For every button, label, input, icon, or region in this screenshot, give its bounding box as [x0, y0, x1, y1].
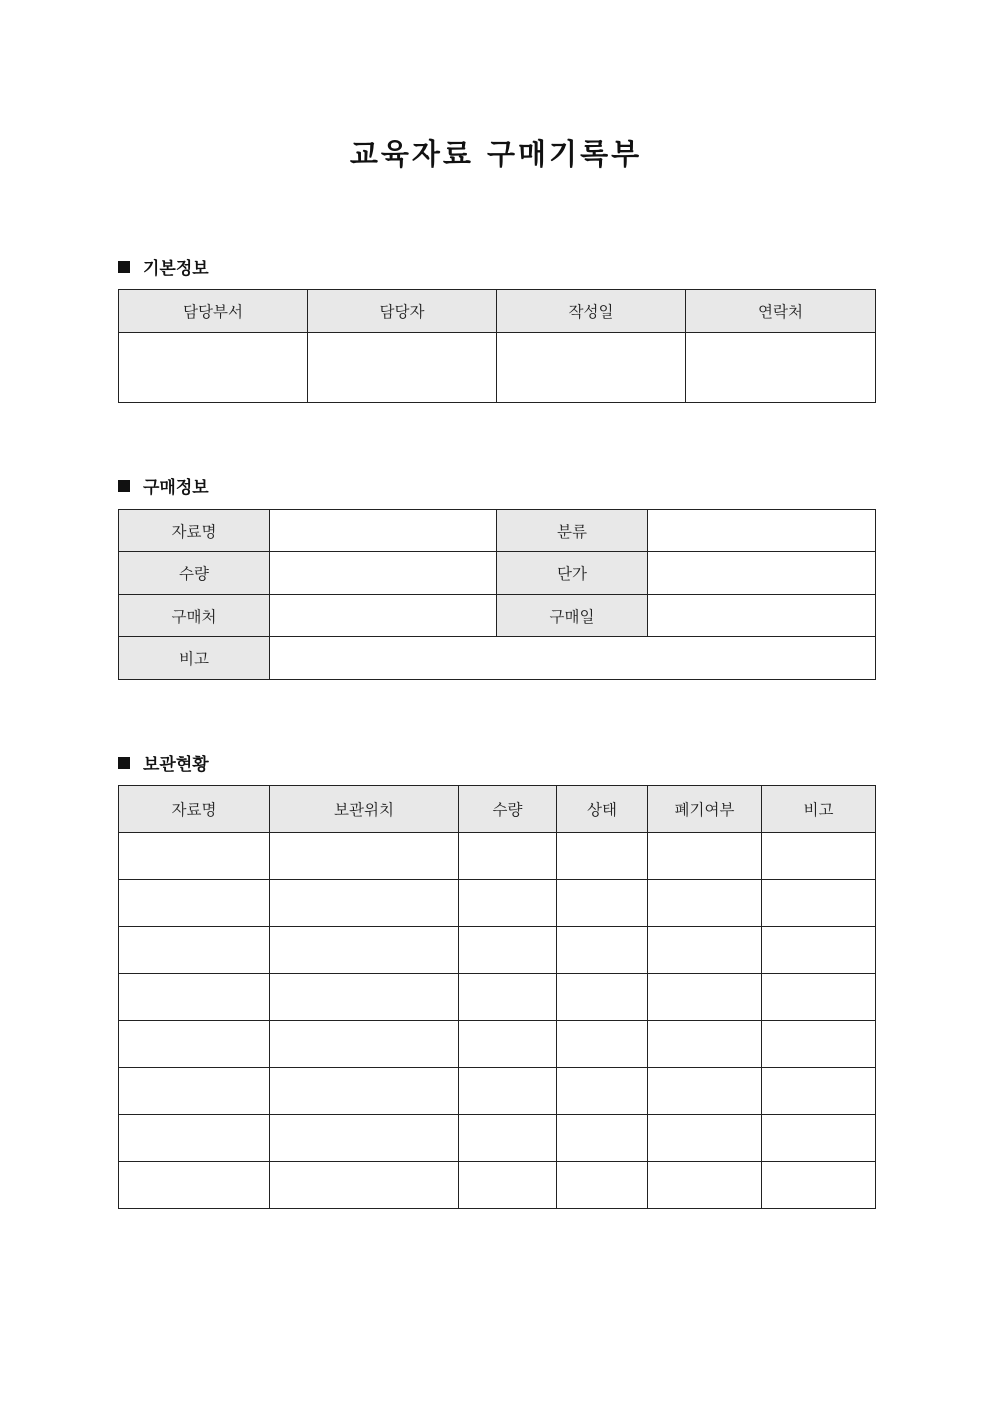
- storage-location-cell[interactable]: [270, 1115, 459, 1162]
- condition-cell[interactable]: [557, 1162, 648, 1209]
- label-category: 분류: [497, 510, 648, 552]
- square-bullet-icon: [118, 261, 130, 273]
- storage-status-table: [118, 785, 876, 1209]
- quantity-field[interactable]: [270, 552, 497, 595]
- square-bullet-icon: [118, 757, 130, 769]
- remarks-cell[interactable]: [762, 1068, 876, 1115]
- material-name-cell[interactable]: [119, 1115, 270, 1162]
- table-row: [119, 1068, 876, 1115]
- condition-cell[interactable]: [557, 974, 648, 1021]
- disposal-status-cell[interactable]: [648, 1068, 762, 1115]
- table-row: [119, 974, 876, 1021]
- storage-location-cell[interactable]: [270, 974, 459, 1021]
- condition-cell[interactable]: [557, 927, 648, 974]
- quantity-cell[interactable]: [459, 1021, 557, 1068]
- created-date-field[interactable]: [497, 333, 686, 403]
- purchase-date-field[interactable]: [648, 595, 876, 637]
- material-name-cell[interactable]: [119, 1021, 270, 1068]
- header-material-name: 자료명: [119, 786, 270, 833]
- section-heading-storage-label: 보관현황: [143, 755, 209, 775]
- material-name-field[interactable]: [270, 510, 497, 552]
- square-bullet-icon: [118, 480, 130, 492]
- storage-location-cell[interactable]: [270, 927, 459, 974]
- header-manager: 담당자: [308, 290, 497, 333]
- disposal-status-cell[interactable]: [648, 1021, 762, 1068]
- material-name-cell[interactable]: [119, 974, 270, 1021]
- section-heading-basic-label: 기본정보: [143, 259, 209, 279]
- material-name-cell[interactable]: [119, 833, 270, 880]
- remarks-cell[interactable]: [762, 833, 876, 880]
- category-field[interactable]: [648, 510, 876, 552]
- storage-location-cell[interactable]: [270, 880, 459, 927]
- section-heading-basic: [118, 254, 209, 279]
- quantity-cell[interactable]: [459, 927, 557, 974]
- table-row: [119, 880, 876, 927]
- condition-cell[interactable]: [557, 880, 648, 927]
- section-heading-purchase: [118, 473, 209, 498]
- basic-info-table: [118, 289, 876, 403]
- label-purchase-date: 구매일: [497, 595, 648, 637]
- storage-location-cell[interactable]: [270, 1068, 459, 1115]
- material-name-cell[interactable]: [119, 927, 270, 974]
- purchase-info-table: [118, 509, 876, 680]
- table-row: [119, 1021, 876, 1068]
- label-unit-price: 단가: [497, 552, 648, 595]
- label-material-name: 자료명: [119, 510, 270, 552]
- material-name-cell[interactable]: [119, 1068, 270, 1115]
- contact-field[interactable]: [686, 333, 876, 403]
- table-row: [119, 927, 876, 974]
- remarks-cell[interactable]: [762, 1021, 876, 1068]
- quantity-cell[interactable]: [459, 1115, 557, 1162]
- table-row: [119, 833, 876, 880]
- header-condition: 상태: [557, 786, 648, 833]
- document-title: 교육자료 구매기록부: [349, 137, 643, 171]
- remarks-cell[interactable]: [762, 1115, 876, 1162]
- unit-price-field[interactable]: [648, 552, 876, 595]
- label-quantity: 수량: [119, 552, 270, 595]
- disposal-status-cell[interactable]: [648, 880, 762, 927]
- quantity-cell[interactable]: [459, 833, 557, 880]
- disposal-status-cell[interactable]: [648, 833, 762, 880]
- vendor-field[interactable]: [270, 595, 497, 637]
- header-remarks: 비고: [762, 786, 876, 833]
- header-department: 담당부서: [119, 290, 308, 333]
- header-disposal-status: 폐기여부: [648, 786, 762, 833]
- header-contact: 연락처: [686, 290, 876, 333]
- header-quantity: 수량: [459, 786, 557, 833]
- storage-location-cell[interactable]: [270, 1021, 459, 1068]
- storage-location-cell[interactable]: [270, 1162, 459, 1209]
- quantity-cell[interactable]: [459, 1162, 557, 1209]
- condition-cell[interactable]: [557, 833, 648, 880]
- department-field[interactable]: [119, 333, 308, 403]
- label-remarks: 비고: [119, 637, 270, 680]
- quantity-cell[interactable]: [459, 1068, 557, 1115]
- material-name-cell[interactable]: [119, 880, 270, 927]
- section-heading-storage: [118, 750, 209, 775]
- table-row: [119, 1162, 876, 1209]
- remarks-cell[interactable]: [762, 880, 876, 927]
- disposal-status-cell[interactable]: [648, 927, 762, 974]
- label-vendor: 구매처: [119, 595, 270, 637]
- header-created-date: 작성일: [497, 290, 686, 333]
- disposal-status-cell[interactable]: [648, 1115, 762, 1162]
- quantity-cell[interactable]: [459, 880, 557, 927]
- header-storage-location: 보관위치: [270, 786, 459, 833]
- disposal-status-cell[interactable]: [648, 1162, 762, 1209]
- condition-cell[interactable]: [557, 1068, 648, 1115]
- condition-cell[interactable]: [557, 1115, 648, 1162]
- condition-cell[interactable]: [557, 1021, 648, 1068]
- section-heading-purchase-label: 구매정보: [143, 478, 209, 498]
- storage-location-cell[interactable]: [270, 833, 459, 880]
- remarks-cell[interactable]: [762, 974, 876, 1021]
- disposal-status-cell[interactable]: [648, 974, 762, 1021]
- remarks-field[interactable]: [270, 637, 876, 680]
- remarks-cell[interactable]: [762, 1162, 876, 1209]
- manager-field[interactable]: [308, 333, 497, 403]
- quantity-cell[interactable]: [459, 974, 557, 1021]
- material-name-cell[interactable]: [119, 1162, 270, 1209]
- remarks-cell[interactable]: [762, 927, 876, 974]
- table-row: [119, 1115, 876, 1162]
